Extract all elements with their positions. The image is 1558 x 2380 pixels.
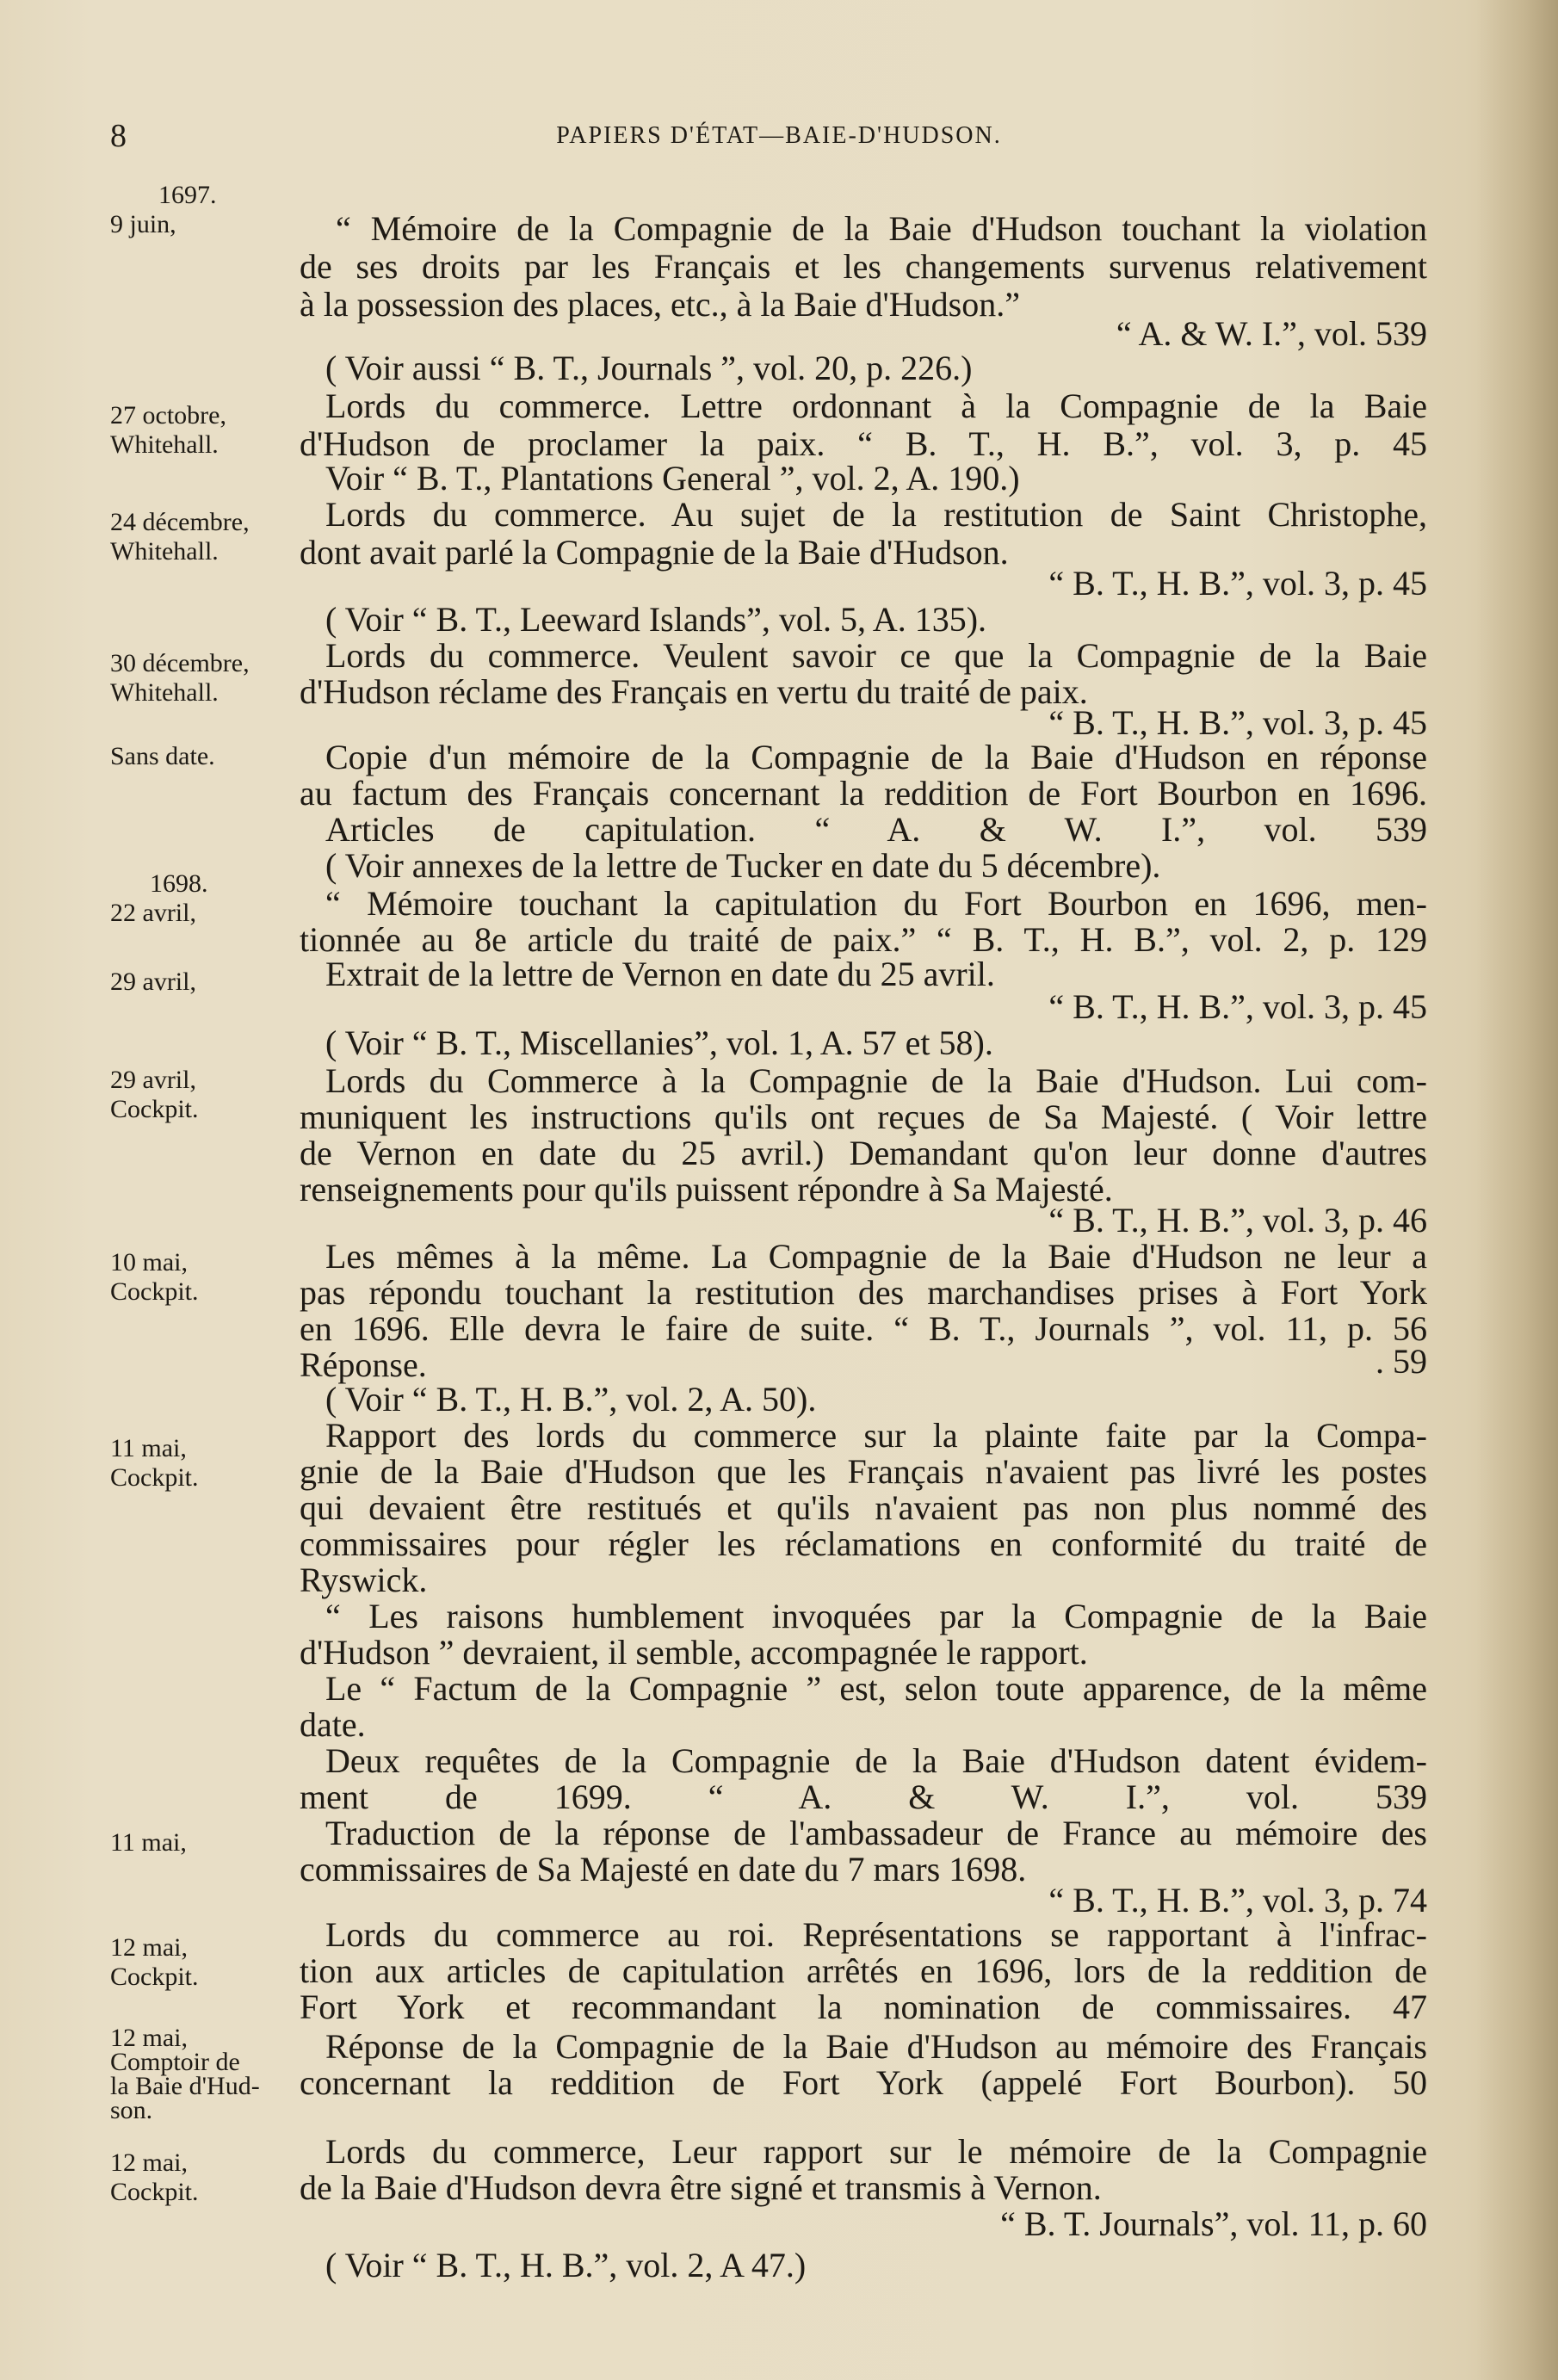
running-title: PAPIERS D'ÉTAT—BAIE-D'HUDSON.: [556, 122, 1002, 149]
text-line: Réponse.: [300, 1345, 427, 1384]
text-line: au factum des Français concernant la reddition de Fort Bourbon en 1696.: [300, 774, 1427, 813]
margin-date-line: 30 décembre,: [110, 649, 250, 677]
margin-date: [110, 1434, 295, 1493]
margin-date-line: Whitehall.: [110, 430, 219, 459]
margin-date: [110, 401, 295, 460]
text-line: de la Baie d'Hudson devra être signé et transmis à Vernon.: [300, 2168, 1102, 2207]
margin-date-line: 27 octobre,: [110, 401, 226, 430]
text-line: Ryswick.: [300, 1561, 428, 1599]
text-line: d'Hudson de proclamer la paix. “ B. T., H. B.”, vol. 3, p. 45: [300, 424, 1427, 463]
margin-date-line: son.: [110, 2096, 153, 2124]
margin-date-line: 12 mai,: [110, 2024, 188, 2052]
text-line: Lords du commerce, Leur rapport sur le mémoire de la Compagnie: [325, 2132, 1427, 2171]
text-line: concernant la reddition de Fort York (appelé Fort Bourbon). 50: [300, 2063, 1427, 2102]
text-line: ( Voir “ B. T., Leeward Islands”, vol. 5, A. 135).: [325, 600, 987, 639]
margin-date-line: 29 avril,: [110, 1066, 196, 1094]
text-line: tionnée au 8e article du traité de paix.” “ B. T., H. B.”, vol. 2, p. 129: [300, 920, 1427, 959]
text-line: d'Hudson réclame des Français en vertu du traité de paix.: [300, 672, 1088, 711]
margin-date: [110, 181, 295, 239]
text-line: Lords du commerce. Au sujet de la restitution de Saint Christophe,: [325, 495, 1427, 534]
text-line: Articles de capitulation. “ A. & W. I.”, vol. 539: [325, 810, 1427, 849]
source-reference: “ B. T., H. B.”, vol. 3, p. 45: [1048, 564, 1427, 603]
text-line: commissaires de Sa Majesté en date du 7 mars 1698.: [300, 1850, 1027, 1889]
margin-year: 1698.: [150, 869, 208, 898]
text-line: à la possession des places, etc., à la Baie d'Hudson.”: [300, 285, 1020, 324]
text-line: ( Voir aussi “ B. T., Journals ”, vol. 20, p. 226.): [325, 349, 973, 387]
text-line: date.: [300, 1705, 366, 1744]
text-line: muniquent les instructions qu'ils ont reçues de Sa Majesté. ( Voir lettre: [300, 1097, 1427, 1136]
text-line: Deux requêtes de la Compagnie de la Baie d'Hudson datent évidem-: [325, 1741, 1427, 1780]
text-line: dont avait parlé la Compagnie de la Baie d'Hudson.: [300, 533, 1009, 572]
margin-date-line: 12 mai,: [110, 2148, 188, 2177]
text-line: Lords du commerce. Lettre ordonnant à la Compagnie de la Baie: [325, 386, 1427, 425]
text-line: tion aux articles de capitulation arrêtés en 1696, lors de la reddition de: [300, 1951, 1427, 1990]
margin-date-line: 9 juin,: [110, 210, 176, 238]
margin-date-line: Sans date.: [110, 742, 215, 770]
margin-date-line: 12 mai,: [110, 1933, 188, 1962]
text-line: Extrait de la lettre de Vernon en date du 25 avril.: [325, 955, 995, 993]
text-line: Traduction de la réponse de l'ambassadeur de France au mémoire des: [325, 1814, 1427, 1852]
margin-date: [110, 742, 295, 771]
source-reference: “ B. T., H. B.”, vol. 3, p. 45: [1048, 703, 1427, 742]
margin-date-line: la Baie d'Hud-: [110, 2072, 260, 2100]
margin-date-line: Cockpit.: [110, 1095, 199, 1123]
margin-date-line: 10 mai,: [110, 1248, 188, 1277]
text-line: Rapport des lords du commerce sur la plainte faite par la Compa-: [325, 1416, 1427, 1455]
margin-date-line: Cockpit.: [110, 1963, 199, 1991]
text-line: de Vernon en date du 25 avril.) Demandant qu'on leur donne d'autres: [300, 1134, 1427, 1172]
text-line: Voir “ B. T., Plantations General ”, vol. 2, A. 190.): [325, 459, 1020, 498]
text-line: d'Hudson ” devraient, il semble, accompagnée le rapport.: [300, 1633, 1088, 1672]
source-reference: “ B. T. Journals”, vol. 11, p. 60: [1000, 2204, 1427, 2243]
margin-date: [110, 967, 295, 997]
text-line: Lords du Commerce à la Compagnie de la Baie d'Hudson. Lui com-: [325, 1061, 1427, 1100]
text-line: ment de 1699. “ A. & W. I.”, vol. 539: [300, 1777, 1427, 1816]
text-line: Le “ Factum de la Compagnie ” est, selon toute apparence, de la même: [325, 1669, 1427, 1708]
margin-year: 1697.: [158, 181, 217, 209]
text-line: Lords du commerce au roi. Représentations se rapportant à l'infrac-: [325, 1915, 1427, 1954]
source-reference: “ B. T., H. B.”, vol. 3, p. 46: [1048, 1201, 1427, 1239]
margin-date: [110, 2026, 295, 2123]
text-line: pas répondu touchant la restitution des marchandises prises à Fort York: [300, 1273, 1427, 1312]
text-line: Fort York et recommandant la nomination de commissaires. 47: [300, 1987, 1427, 2026]
text-line: ( Voir annexes de la lettre de Tucker en date du 5 décembre).: [325, 846, 1161, 885]
margin-date: [110, 2148, 295, 2207]
text-line: Copie d'un mémoire de la Compagnie de la Baie d'Hudson en réponse: [325, 738, 1427, 776]
source-reference: “ A. & W. I.”, vol. 539: [1116, 314, 1427, 353]
margin-date: [110, 1933, 295, 1992]
text-line: Lords du commerce. Veulent savoir ce que la Compagnie de la Baie: [325, 636, 1427, 675]
margin-date: [110, 649, 295, 708]
margin-date-line: Whitehall.: [110, 537, 219, 566]
page-number: 8: [110, 118, 127, 154]
text-line: ( Voir “ B. T., H. B.”, vol. 2, A. 50).: [325, 1380, 817, 1419]
margin-date-line: Cockpit.: [110, 1463, 199, 1492]
margin-date: [110, 1248, 295, 1307]
source-reference: . 59: [1376, 1342, 1427, 1381]
text-line: ( Voir “ B. T., H. B.”, vol. 2, A 47.): [325, 2246, 807, 2284]
margin-date-line: 11 mai,: [110, 1434, 187, 1462]
text-line: “ Mémoire touchant la capitulation du Fort Bourbon en 1696, men-: [325, 884, 1427, 923]
text-line: renseignements pour qu'ils puissent répondre à Sa Majesté.: [300, 1170, 1113, 1209]
margin-date-line: Comptoir de: [110, 2048, 240, 2076]
text-line: qui devaient être restitués et qu'ils n'avaient pas non plus nommé des: [300, 1488, 1427, 1527]
text-line: Réponse de la Compagnie de la Baie d'Hudson au mémoire des Français: [325, 2027, 1427, 2066]
source-reference: “ B. T., H. B.”, vol. 3, p. 74: [1048, 1881, 1427, 1919]
margin-date-line: 11 mai,: [110, 1828, 187, 1857]
margin-date: [110, 1066, 295, 1124]
page-edge-shadow: [1476, 0, 1558, 2380]
margin-date: [110, 508, 295, 566]
text-line: gnie de la Baie d'Hudson que les Français n'avaient pas livré les postes: [300, 1452, 1427, 1491]
margin-date-line: 29 avril,: [110, 967, 196, 996]
margin-date-line: 22 avril,: [110, 899, 196, 927]
text-line: “ Les raisons humblement invoquées par la Compagnie de la Baie: [325, 1597, 1427, 1635]
text-line: de ses droits par les Français et les changements survenus relativement: [300, 247, 1427, 286]
margin-date: [110, 869, 295, 928]
margin-date-line: 24 décembre,: [110, 508, 250, 536]
text-line: “ Mémoire de la Compagnie de la Baie d'Hudson touchant la violation: [336, 209, 1427, 248]
source-reference: “ B. T., H. B.”, vol. 3, p. 45: [1048, 987, 1427, 1026]
margin-date: [110, 1828, 295, 1858]
margin-date-line: Cockpit.: [110, 2178, 199, 2206]
text-line: en 1696. Elle devra le faire de suite. “ B. T., Journals ”, vol. 11, p. 56: [300, 1309, 1427, 1348]
text-line: ( Voir “ B. T., Miscellanies”, vol. 1, A. 57 et 58).: [325, 1023, 993, 1062]
text-line: commissaires pour régler les réclamations en conformité du traité de: [300, 1524, 1427, 1563]
margin-date-line: Whitehall.: [110, 678, 219, 707]
text-line: Les mêmes à la même. La Compagnie de la Baie d'Hudson ne leur a: [325, 1237, 1427, 1276]
margin-date-line: Cockpit.: [110, 1277, 199, 1306]
